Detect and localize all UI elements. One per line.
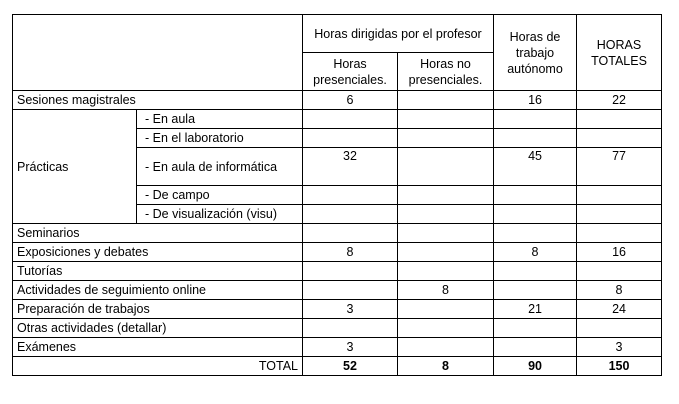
cell-presenciales	[303, 110, 398, 129]
cell-autonomo	[494, 186, 577, 205]
cell-no-presenciales	[398, 262, 494, 281]
cell-autonomo	[494, 338, 577, 357]
cell-no-presenciales	[398, 91, 494, 110]
sub-label-campo: - De campo	[137, 186, 303, 205]
cell-presenciales: 32	[303, 148, 398, 186]
cell-presenciales	[303, 186, 398, 205]
row-exposiciones	[13, 243, 662, 262]
row-sesiones-magistrales	[13, 91, 662, 110]
header-horas-presenciales: Horas presenciales.	[303, 53, 398, 91]
sub-label-informatica: - En aula de informática	[137, 148, 303, 186]
row-examenes	[13, 338, 662, 357]
cell-total: 77	[577, 148, 662, 186]
hours-table	[12, 14, 662, 376]
cell-autonomo	[494, 205, 577, 224]
cell-autonomo	[494, 110, 577, 129]
total-autonomo: 90	[494, 357, 577, 376]
cell-presenciales	[303, 205, 398, 224]
cell-total	[577, 224, 662, 243]
row-seminarios	[13, 224, 662, 243]
cell-no-presenciales	[398, 110, 494, 129]
total-presenciales: 52	[303, 357, 398, 376]
cell-autonomo	[494, 224, 577, 243]
cell-total: 8	[577, 281, 662, 300]
cell-autonomo: 21	[494, 300, 577, 319]
cell-presenciales: 8	[303, 243, 398, 262]
cell-autonomo	[494, 281, 577, 300]
cell-no-presenciales	[398, 338, 494, 357]
row-label: Exposiciones y debates	[13, 243, 303, 262]
total-total: 150	[577, 357, 662, 376]
cell-total	[577, 262, 662, 281]
row-preparacion-trabajos	[13, 300, 662, 319]
cell-autonomo: 16	[494, 91, 577, 110]
row-seguimiento-online	[13, 281, 662, 300]
cell-total	[577, 205, 662, 224]
row-otras-actividades	[13, 319, 662, 338]
cell-presenciales: 3	[303, 300, 398, 319]
cell-total	[577, 319, 662, 338]
cell-autonomo: 45	[494, 148, 577, 186]
cell-presenciales	[303, 319, 398, 338]
cell-total: 16	[577, 243, 662, 262]
cell-total	[577, 129, 662, 148]
header-horas-totales: HORAS TOTALES	[577, 15, 662, 91]
row-label: Actividades de seguimiento online	[13, 281, 303, 300]
header-horas-dirigidas: Horas dirigidas por el profesor	[303, 15, 494, 53]
row-total	[13, 357, 662, 376]
sub-label-en-aula: - En aula	[137, 110, 303, 129]
cell-autonomo: 8	[494, 243, 577, 262]
header-horas-trabajo-autonomo: Horas de trabajo autónomo	[494, 15, 577, 91]
cell-autonomo	[494, 319, 577, 338]
row-label: Exámenes	[13, 338, 303, 357]
cell-presenciales	[303, 224, 398, 243]
sub-label-visualizacion: - De visualización (visu)	[137, 205, 303, 224]
row-practicas-en-aula	[13, 110, 662, 129]
row-label: Tutorías	[13, 262, 303, 281]
header-horas-no-presenciales: Horas no presenciales.	[398, 53, 494, 91]
cell-presenciales	[303, 262, 398, 281]
cell-no-presenciales	[398, 319, 494, 338]
cell-total	[577, 110, 662, 129]
row-label: Otras actividades (detallar)	[13, 319, 303, 338]
cell-presenciales	[303, 281, 398, 300]
cell-no-presenciales	[398, 129, 494, 148]
cell-total: 22	[577, 91, 662, 110]
cell-total: 24	[577, 300, 662, 319]
total-no-presenciales: 8	[398, 357, 494, 376]
cell-no-presenciales	[398, 300, 494, 319]
cell-total: 3	[577, 338, 662, 357]
row-label-practicas: Prácticas	[13, 110, 137, 224]
cell-no-presenciales	[398, 186, 494, 205]
total-label: TOTAL	[13, 357, 303, 376]
cell-total	[577, 186, 662, 205]
cell-no-presenciales	[398, 243, 494, 262]
cell-autonomo	[494, 262, 577, 281]
header-empty-cell	[13, 15, 303, 91]
cell-autonomo	[494, 129, 577, 148]
sub-label-laboratorio: - En el laboratorio	[137, 129, 303, 148]
cell-no-presenciales	[398, 148, 494, 186]
cell-no-presenciales	[398, 224, 494, 243]
cell-no-presenciales	[398, 205, 494, 224]
row-label: Seminarios	[13, 224, 303, 243]
cell-presenciales: 3	[303, 338, 398, 357]
cell-presenciales	[303, 129, 398, 148]
row-label: Preparación de trabajos	[13, 300, 303, 319]
row-tutorias	[13, 262, 662, 281]
row-label: Sesiones magistrales	[13, 91, 303, 110]
cell-presenciales: 6	[303, 91, 398, 110]
cell-no-presenciales: 8	[398, 281, 494, 300]
header-row	[13, 15, 662, 53]
